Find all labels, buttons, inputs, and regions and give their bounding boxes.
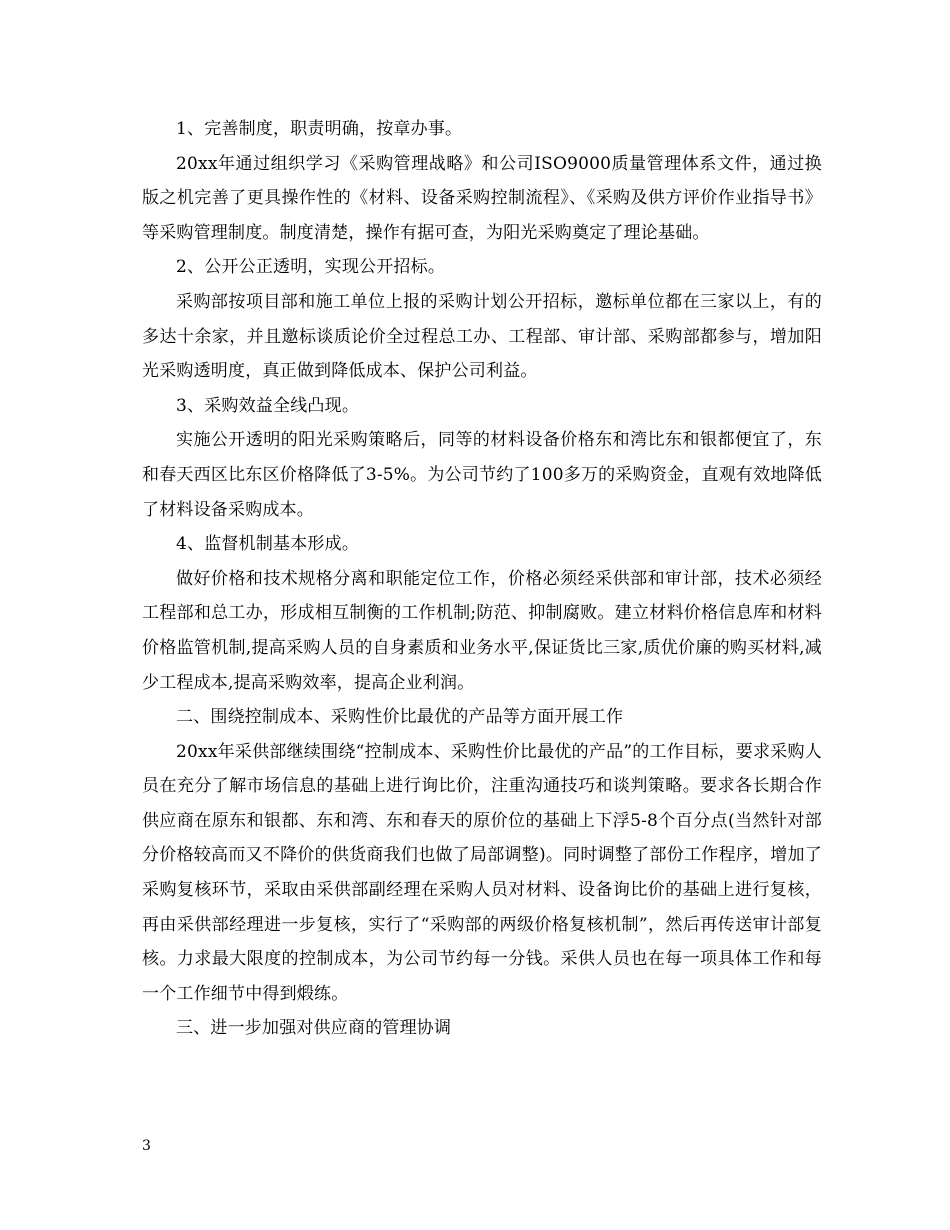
heading-4: 4、监督机制基本形成。 — [176, 534, 360, 555]
heading-2: 2、公开公正透明，实现公开招标。 — [176, 257, 446, 278]
heading-3: 3、采购效益全线凸现。 — [176, 395, 360, 416]
paragraph: 20xx年通过组织学习《采购管理战略》和公司ISO9000质量管理体系文件，通过换版之机完善了更具操作性的《材料、设备采购控制流程》、《采购及供方评价作业指导书》等采购管理制度。制度清楚，操作有据可查，为阳光采购奠定了理论基础。 — [142, 153, 822, 243]
page-number: 3 — [142, 1138, 151, 1154]
paragraph: 20xx年采供部继续围绕“控制成本、采购性价比最优的产品”的工作目标，要求采购人员在充分了解市场信息的基础上进行询比价，注重沟通技巧和谈判策略。要求各长期合作供应商在原东和银都、东和湾、东和春天的原价位的基础上下浮5-8个百分点(当然针对部分价格较高而又不降价的供货商我们也做了局部调整)。同时调整了部份工作程序，增加了采购复核环节，采取由采供部副经理在采购人员对材料、设备询比价的基础上进行复核，再由采供部经理进一步复核，实行了“采购部的两级价格复核机制”，然后再传送审计部复核。力求最大限度的控制成本，为公司节约每一分钱。采供人员也在每一项具体工作和每一个工作细节中得到煅练。 — [142, 741, 822, 1004]
section-heading-3: 三、进一步加强对供应商的管理协调 — [176, 1018, 452, 1039]
document-body — [142, 112, 822, 1046]
paragraph: 做好价格和技术规格分离和职能定位工作，价格必须经采供部和审计部，技术必须经工程部和总工办，形成相互制衡的工作机制;防范、抑制腐败。建立材料价格信息库和材料价格监管机制,提高采购人员的自身素质和业务水平,保证货比三家,质优价廉的购买材料,减少工程成本,提高采购效率，提高企业利润。 — [142, 568, 822, 693]
paragraph: 采购部按项目部和施工单位上报的采购计划公开招标，邀标单位都在三家以上，有的多达十余家，并且邀标谈质论价全过程总工办、工程部、审计部、采购部都参与，增加阳光采购透明度，真正做到降低成本、保护公司利益。 — [142, 291, 822, 382]
heading-1: 1、完善制度，职责明确，按章办事。 — [176, 119, 463, 139]
paragraph: 实施公开透明的阳光采购策略后，同等的材料设备价格东和湾比东和银都便宜了，东和春天西区比东区价格降低了3-5%。为公司节约了100多万的采购资金，直观有效地降低了材料设备采购成本。 — [142, 430, 822, 520]
section-heading-2: 二、围绕控制成本、采购性价比最优的产品等方面开展工作 — [176, 707, 624, 728]
